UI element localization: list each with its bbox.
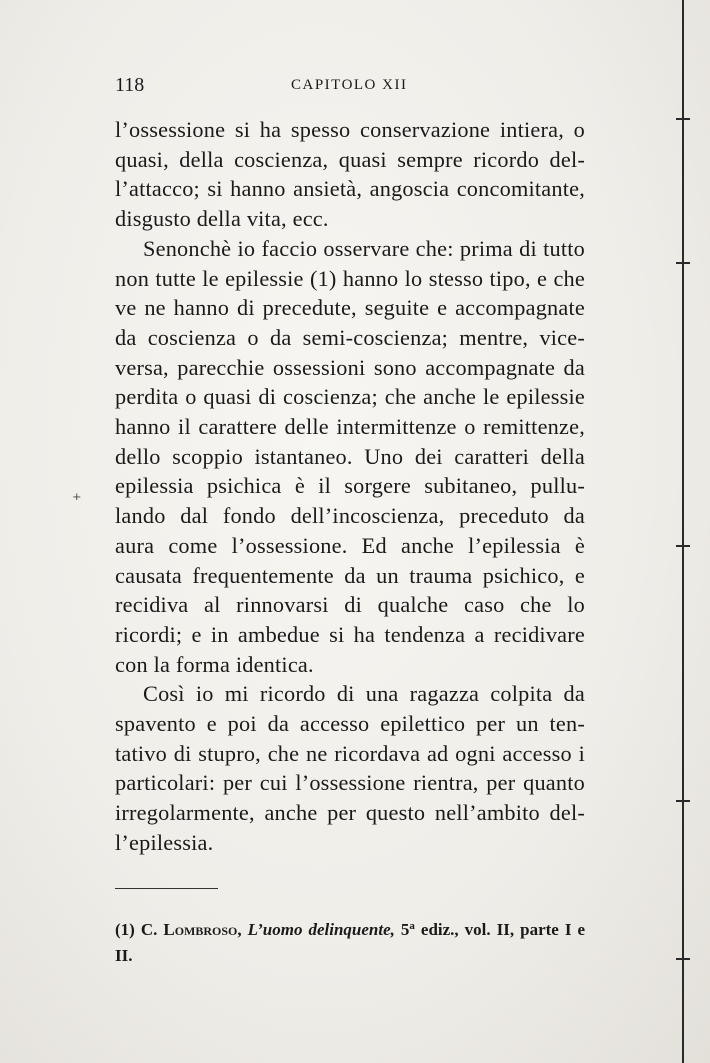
footnote-marker: (1) C.	[115, 920, 158, 939]
footnote-edition	[401, 920, 415, 939]
page-number: 118	[115, 74, 145, 96]
body-text	[115, 115, 585, 858]
footnote	[115, 913, 585, 969]
footnote-author: Lombroso,	[163, 920, 242, 939]
footnote-title: L’uomo delinquente,	[247, 920, 395, 939]
edge-tick-mark	[676, 545, 690, 547]
edition-number: 5	[400, 920, 410, 939]
edge-tick-mark	[676, 958, 690, 960]
footnote-rest: ediz., vol. II, parte I e II.	[115, 920, 586, 965]
edition-superscript: a	[409, 920, 415, 932]
footnote-rule	[115, 888, 218, 889]
margin-cross-mark: ⁺	[72, 490, 82, 511]
paragraph: l’ossessione si ha spesso conservazione intiera, o quasi, della coscienza, quasi sempre ricordo del-l’attacco; si hanno ansietà, angoscia concomitante, disgusto della vita, ecc.	[115, 117, 585, 232]
edge-tick-mark	[676, 800, 690, 802]
paragraph: Senonchè io faccio osservare che: prima di tutto non tutte le epilessie (1) hanno lo stesso tipo, e che ve ne hanno di precedute, seguite e accompagnate da coscienza o da semi-coscienza; mentre, vice-versa, parecchie ossessioni sono accompagnate da perdita o quasi di coscienza; che anche le epilessie hanno il carattere delle intermittenze o remittenze, dello scoppio istantaneo. Uno dei caratteri della epilessia psichica è il sorgere subitaneo, pullu-lando dal fondo dell’incoscienza, preceduto da aura come l’ossessione. Ed anche l’epilessia è causata frequentemente da un trauma psichico, e recidiva al rinnovarsi di qualche caso che lo ricordi; e in ambedue si ha tendenza a recidivare con la forma identica.	[115, 235, 585, 677]
edge-tick-mark	[676, 118, 690, 120]
page-edge-line	[682, 0, 684, 1063]
edge-tick-mark	[676, 262, 690, 264]
page-header	[115, 74, 585, 100]
running-head: CAPITOLO XII	[291, 77, 408, 93]
paragraph: Così io mi ricordo di una ragazza colpita da spavento e poi da accesso epilettico per un ten-tativo di stupro, che ne ricordava ad ogni accesso i particolari: per cui l’ossessione rientra, per quanto irregolarmente, anche per questo nell’ambito del-l’epilessia.	[115, 681, 585, 855]
